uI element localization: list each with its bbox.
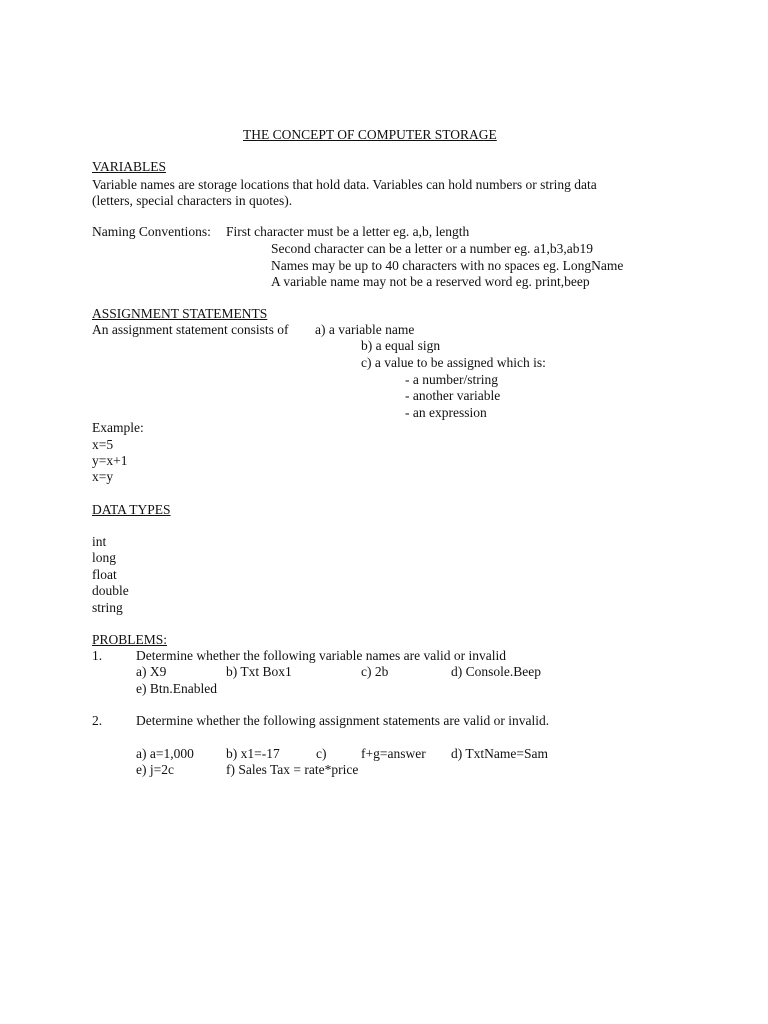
naming-rule: A variable name may not be a reserved word eg. print,beep (271, 274, 590, 289)
assignment-heading: ASSIGNMENT STATEMENTS (92, 306, 268, 321)
problem-option: f+g=answer (361, 746, 426, 761)
document-title: THE CONCEPT OF COMPUTER STORAGE (243, 127, 497, 142)
problem-option: c) 2b (361, 664, 389, 679)
assignment-intro: An assignment statement consists of (92, 322, 289, 337)
data-types-heading: DATA TYPES (92, 502, 171, 517)
problems-heading: PROBLEMS: (92, 632, 168, 647)
variables-text-line-2: (letters, special characters in quotes). (92, 193, 293, 208)
naming-rule: Second character can be a letter or a number eg. a1,b3,ab19 (271, 241, 593, 256)
problem-option: b) Txt Box1 (226, 664, 292, 679)
example-label: Example: (92, 420, 144, 435)
naming-conventions-label: Naming Conventions: (92, 224, 211, 239)
assignment-part: b) a equal sign (361, 338, 441, 353)
naming-rule: Names may be up to 40 characters with no spaces eg. LongName (271, 258, 624, 273)
problem-text: Determine whether the following variable names are valid or invalid (136, 648, 506, 663)
problem-option: a) X9 (136, 664, 167, 679)
example-line: x=y (92, 469, 114, 484)
problem-option: d) TxtName=Sam (451, 746, 548, 761)
naming-rule: First character must be a letter eg. a,b, length (226, 224, 470, 239)
problem-option: e) Btn.Enabled (136, 681, 217, 696)
problem-option: f) Sales Tax = rate*price (226, 762, 359, 777)
problem-option: a) a=1,000 (136, 746, 194, 761)
example-line: x=5 (92, 437, 114, 452)
problem-option: e) j=2c (136, 762, 174, 777)
problem-number: 2. (92, 713, 103, 728)
example-line: y=x+1 (92, 453, 128, 468)
problem-option: b) x1=-17 (226, 746, 280, 761)
data-type-item: string (92, 600, 123, 615)
data-type-item: float (92, 567, 117, 582)
assignment-value-type: - a number/string (405, 372, 498, 387)
problem-text: Determine whether the following assignment statements are valid or invalid. (136, 713, 550, 728)
data-type-item: double (92, 583, 129, 598)
variables-text-line-1: Variable names are storage locations that hold data. Variables can hold numbers or string data (92, 177, 597, 192)
assignment-part: c) a value to be assigned which is: (361, 355, 546, 370)
data-type-item: long (92, 550, 117, 565)
assignment-value-type: - an expression (405, 405, 487, 420)
data-type-item: int (92, 534, 107, 549)
problem-number: 1. (92, 648, 103, 663)
variables-heading: VARIABLES (92, 159, 167, 174)
assignment-value-type: - another variable (405, 388, 501, 403)
problem-option: c) (316, 746, 327, 761)
problem-option: d) Console.Beep (451, 664, 541, 679)
assignment-part: a) a variable name (315, 322, 415, 337)
